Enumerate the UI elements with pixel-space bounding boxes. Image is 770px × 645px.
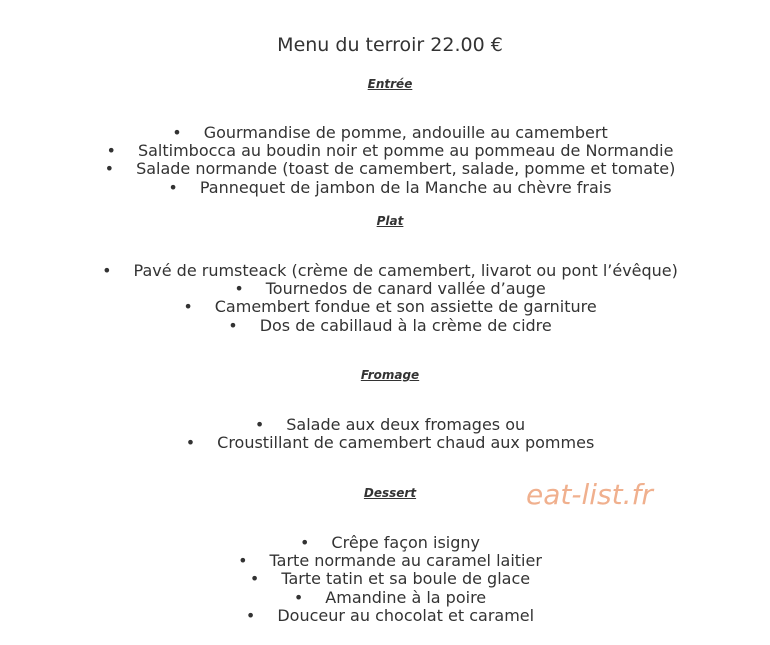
list-item: • Amandine à la poire: [293, 587, 487, 607]
bullet-icon: •: [299, 533, 310, 552]
section-heading-entree: Entrée: [367, 77, 413, 91]
list-item: • Saltimbocca au boudin noir et pomme au pommeau de Normandie: [106, 141, 674, 161]
fromage-list: [0, 416, 770, 452]
watermark: eat-list.fr: [526, 478, 653, 511]
bullet-icon: •: [238, 551, 248, 571]
bullet-icon: •: [168, 177, 178, 197]
list-item: • Camembert fondue et son assiette de garniture: [183, 297, 597, 317]
list-item: • Croustillant de camembert chaud aux pommes: [185, 433, 595, 453]
bullet-icon: •: [104, 159, 115, 179]
list-item: • Tournedos de canard vallée d’auge: [234, 279, 546, 299]
bullet-icon: •: [249, 569, 260, 589]
section-heading-dessert: Dessert: [363, 486, 417, 500]
list-item: • Dos de cabillaud à la crème de cidre: [228, 315, 552, 335]
bullet-icon: •: [254, 415, 265, 434]
bullet-icon: •: [245, 605, 256, 625]
bullet-icon: •: [293, 587, 304, 607]
list-item: • Tarte tatin et sa boule de glace: [249, 569, 531, 589]
list-item: • Salade aux deux fromages ou: [254, 415, 526, 434]
section-heading-fromage: Fromage: [360, 368, 420, 382]
bullet-icon: •: [106, 141, 116, 161]
bullet-icon: •: [234, 279, 244, 299]
list-item: • Tarte normande au caramel laitier: [238, 551, 542, 571]
entree-list: [0, 124, 770, 197]
plat-list: [0, 262, 770, 335]
bullet-icon: •: [172, 123, 182, 142]
list-item: • Pavé de rumsteack (crème de camembert, livarot ou pont l’évêque): [102, 261, 678, 280]
list-item: • Gourmandise de pomme, andouille au camembert: [172, 123, 608, 142]
bullet-icon: •: [228, 315, 238, 335]
list-item: • Douceur au chocolat et caramel: [245, 605, 535, 625]
list-item: • Crêpe façon isigny: [299, 533, 480, 552]
bullet-icon: •: [185, 433, 196, 453]
section-heading-plat: Plat: [376, 214, 404, 228]
dessert-list: [0, 534, 770, 625]
list-item: • Salade normande (toast de camembert, salade, pomme et tomate): [104, 159, 676, 179]
bullet-icon: •: [102, 261, 112, 280]
bullet-icon: •: [183, 297, 193, 317]
menu-title: Menu du terroir 22.00 €: [277, 34, 503, 56]
list-item: • Pannequet de jambon de la Manche au chèvre frais: [168, 177, 612, 197]
